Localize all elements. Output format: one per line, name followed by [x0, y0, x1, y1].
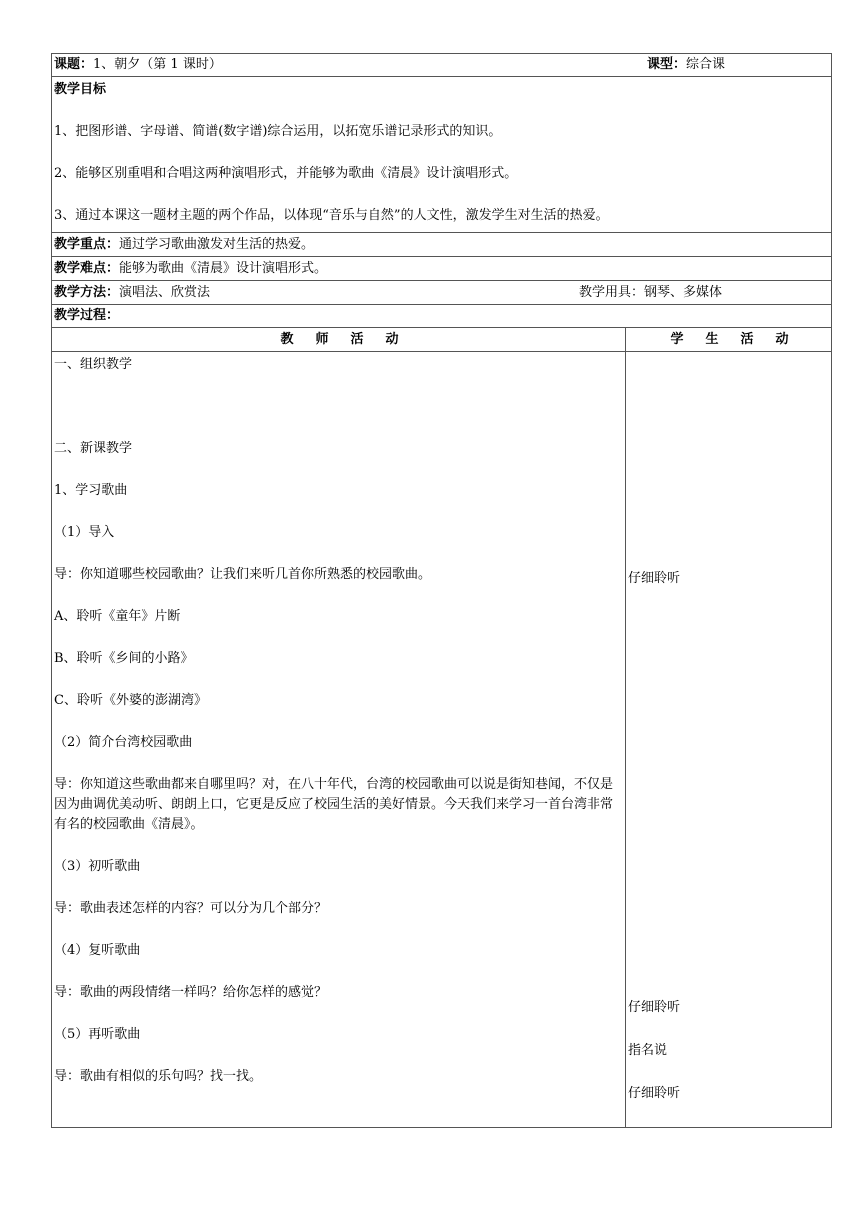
difficulty-row [52, 257, 832, 281]
step-third-listen: （5）再听歌曲 [54, 1027, 141, 1042]
goal-item-2: 2、能够区别重唱和合唱这两种演唱形式，并能够为歌曲《清晨》设计演唱形式。 [54, 166, 518, 181]
step-first-listen: （3）初听歌曲 [54, 859, 141, 874]
header-char: 活 [740, 332, 754, 347]
taiwan-songs-text: 导：你知道这些歌曲都来自哪里吗？对，在八十年代，台湾的校园歌曲可以说是街知巷闻，不仅是因为曲调优美动听、朗朗上口，它更是反应了校园生活的美好情景。今天我们来学习一首台湾非常有名的校园歌曲《清晨》。 [54, 777, 614, 832]
second-listen-question: 导：歌曲的两段情绪一样吗？给你怎样的感觉？ [54, 985, 328, 1000]
method-label: 教学方法： [54, 285, 120, 300]
listen-penghu-bay: C、聆听《外婆的澎湖湾》 [54, 693, 207, 708]
step-organize: 一、组织教学 [54, 357, 133, 372]
header-char: 学 [670, 332, 684, 347]
step-taiwan-songs: （2）简介台湾校园歌曲 [54, 735, 193, 750]
header-char: 教 [280, 332, 294, 347]
teacher-column-header [52, 328, 626, 352]
type-value: 综合课 [686, 57, 726, 72]
student-activity-1: 仔细聆听 [628, 571, 681, 586]
header-char: 动 [385, 332, 399, 347]
topic-label: 课题： [54, 57, 94, 72]
topic-value: 1、朝夕（第 1 课时） [93, 57, 222, 72]
header-char: 活 [350, 332, 364, 347]
focus-row [52, 233, 832, 257]
focus-label: 教学重点： [54, 237, 120, 252]
difficulty-label: 教学难点： [54, 261, 120, 276]
lesson-plan [51, 53, 831, 1128]
listen-country-road: B、聆听《乡间的小路》 [54, 651, 194, 666]
goal-item-3: 3、通过本课这一题材主题的两个作品，以体现“音乐与自然”的人文性，激发学生对生活的热爱。 [54, 208, 609, 223]
listen-childhood: A、聆听《童年》片断 [54, 609, 181, 624]
process-label: 教学过程： [54, 308, 120, 323]
goals-label: 教学目标 [54, 82, 107, 97]
first-listen-question: 导：歌曲表述怎样的内容？可以分为几个部分？ [54, 901, 328, 916]
step-new-lesson: 二、新课教学 [54, 441, 133, 456]
difficulty-value: 能够为歌曲《清晨》设计演唱形式。 [119, 261, 328, 276]
method-value: 演唱法、欣赏法 [119, 285, 211, 300]
method-row [52, 281, 832, 305]
student-activities [626, 352, 832, 1128]
process-row [52, 305, 832, 328]
student-activity-3: 指名说 [628, 1043, 668, 1058]
lesson-plan-table [51, 53, 832, 1128]
focus-value: 通过学习歌曲激发对生活的热爱。 [119, 237, 315, 252]
step-intro-question: 导：你知道哪些校园歌曲？让我们来听几首你所熟悉的校园歌曲。 [54, 567, 432, 582]
student-column-header [626, 328, 832, 352]
header-char: 生 [705, 332, 719, 347]
goals-row [52, 77, 832, 233]
student-activity-4: 仔细聆听 [628, 1086, 681, 1101]
third-listen-question: 导：歌曲有相似的乐句吗？找一找。 [54, 1069, 263, 1084]
type-label: 课型： [647, 57, 687, 72]
activity-row [52, 352, 832, 1128]
goal-item-1: 1、把图形谱、字母谱、简谱(数字谱)综合运用，以拓宽乐谱记录形式的知识。 [54, 124, 502, 139]
student-activity-2: 仔细聆听 [628, 1000, 681, 1015]
column-header-row [52, 328, 832, 352]
step-intro: （1）导入 [54, 525, 115, 540]
teaching-tools: 教学用具：钢琴、多媒体 [579, 285, 723, 300]
header-char: 动 [775, 332, 789, 347]
header-char: 师 [315, 332, 329, 347]
step-learn-song: 1、学习歌曲 [54, 483, 128, 498]
step-second-listen: （4）复听歌曲 [54, 943, 141, 958]
topic-row [52, 54, 832, 77]
teacher-activities [52, 352, 626, 1128]
